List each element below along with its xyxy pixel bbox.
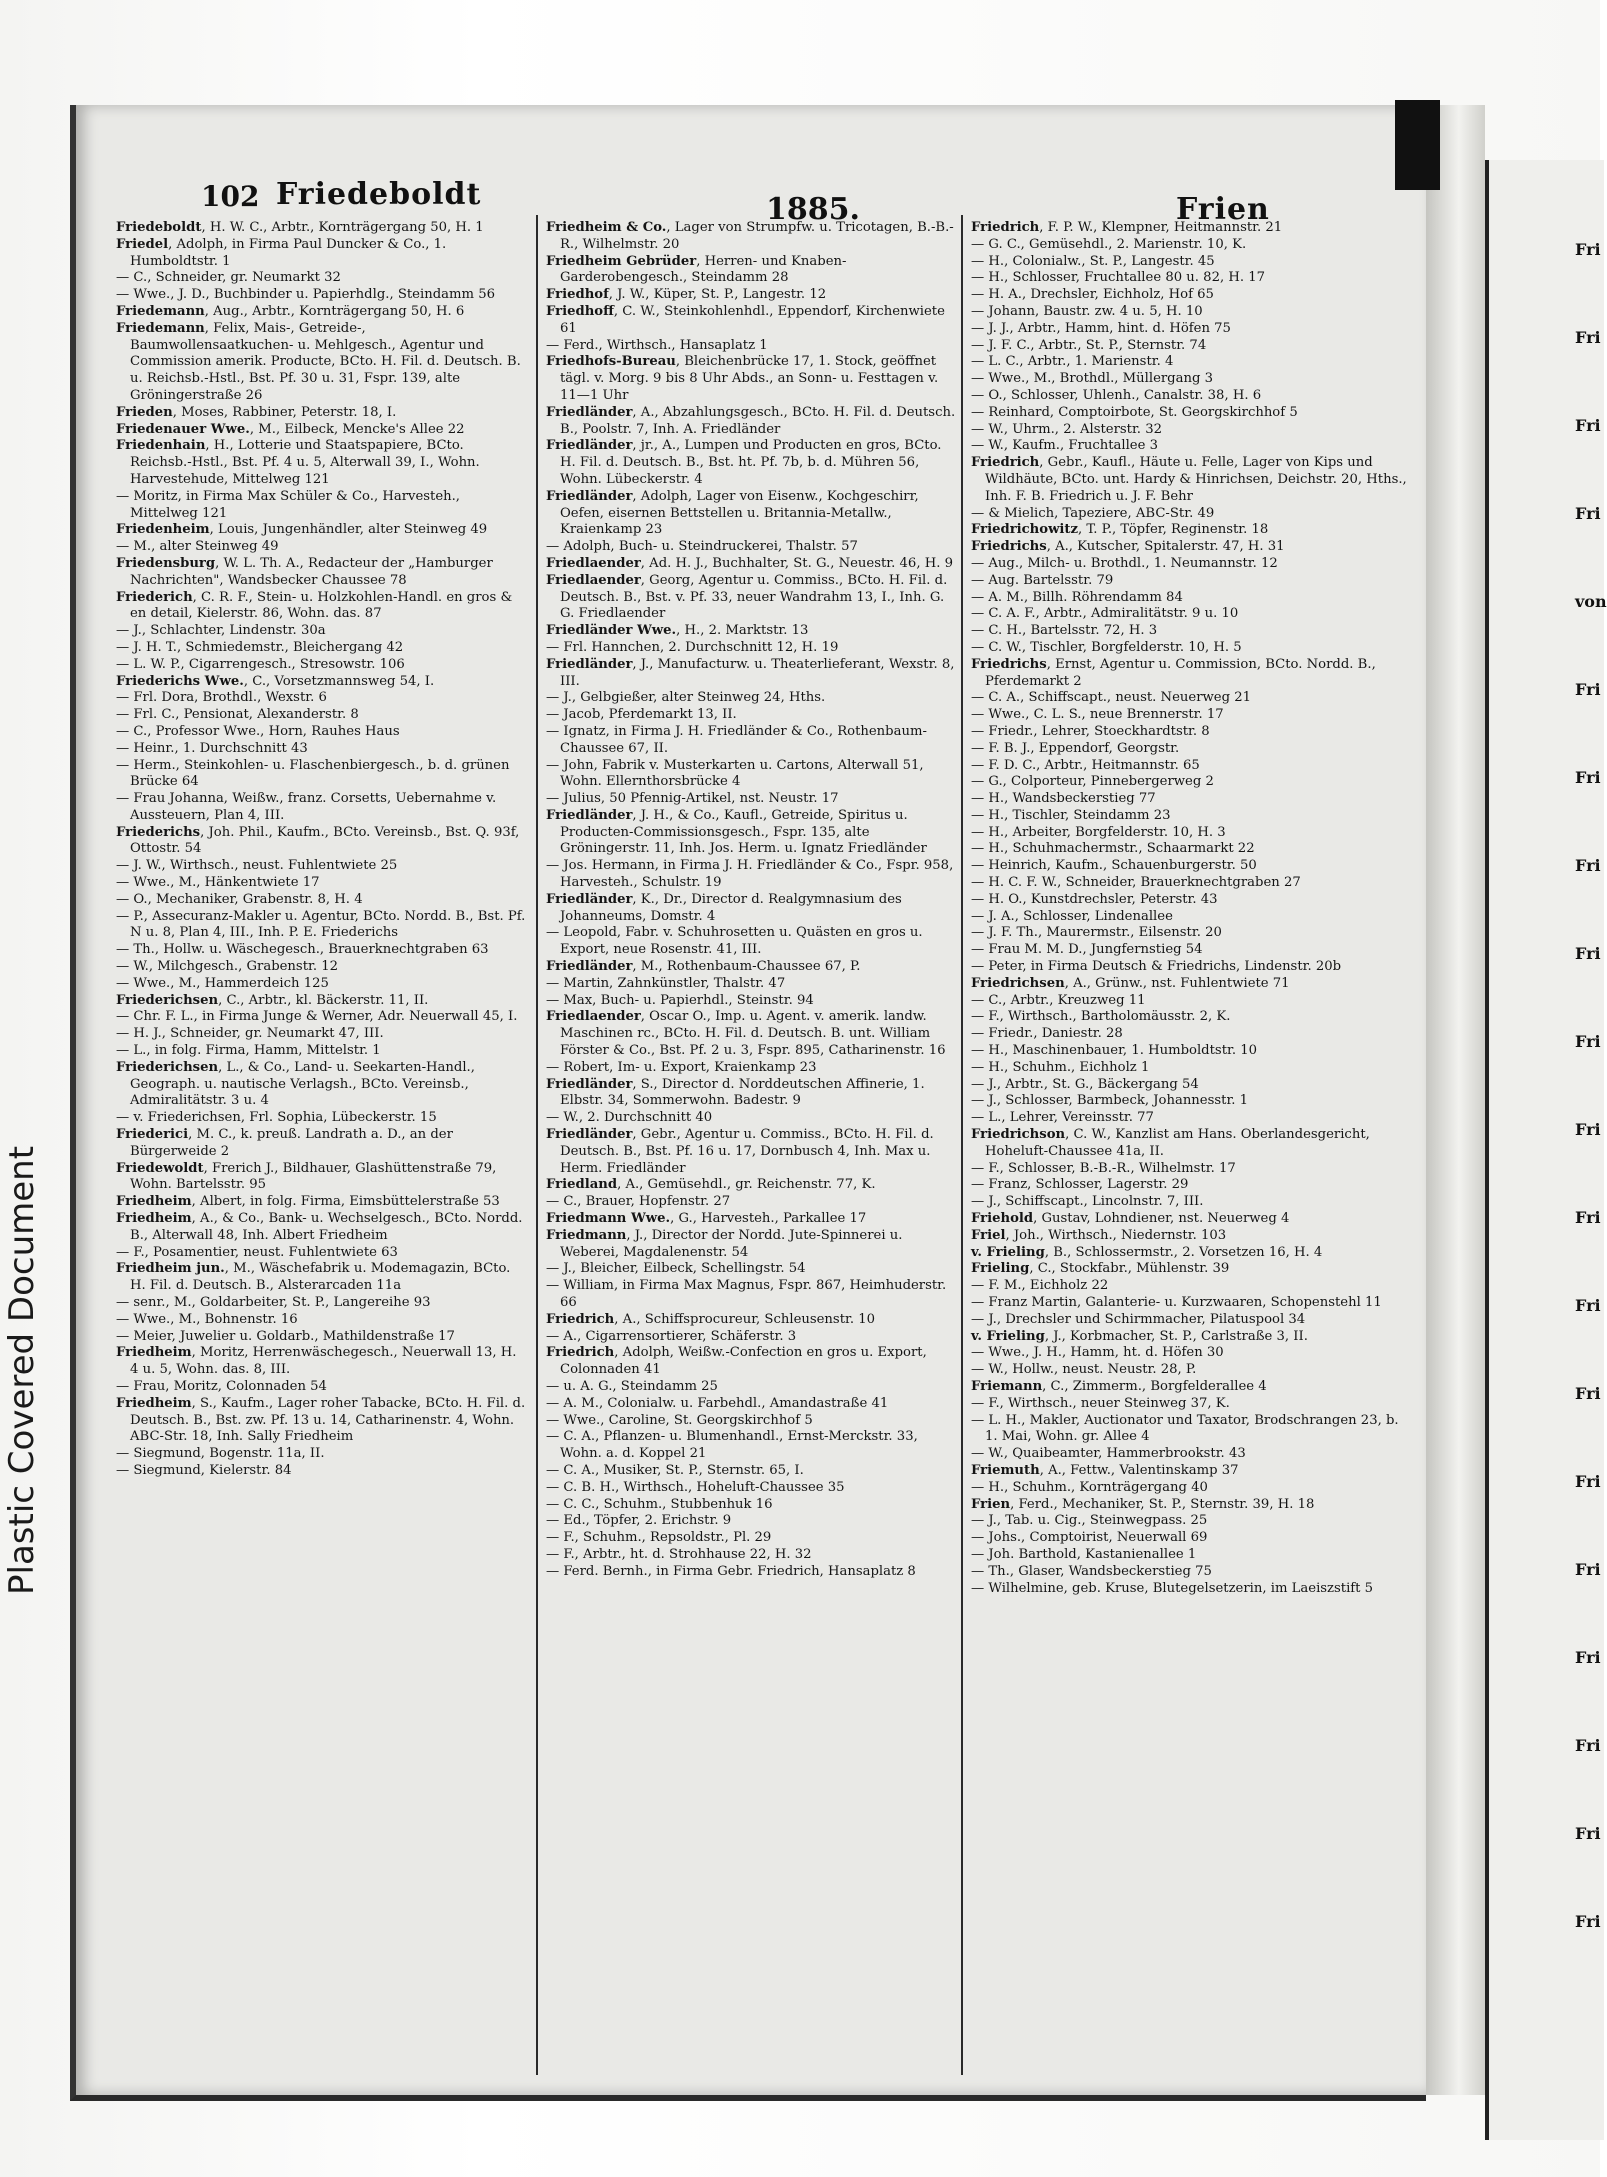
next-page-fragment: von <box>1575 592 1607 611</box>
directory-entry: Friedheim, S., Kaufm., Lager roher Tabacke, BCto. H. Fil. d. Deutsch. B., Bst. zw. Pf. 13 u. 14, Catharinenstr. 4, Wohn. ABC-Str. 18, Inh. Sally Friedheim <box>116 1395 526 1445</box>
directory-entry: — William, in Firma Max Magnus, Fspr. 867, Heimhuderstr. 66 <box>546 1278 947 1310</box>
directory-entry: — Wwe., M., Bohnenstr. 16 <box>116 1311 298 1327</box>
next-page-fragment: Fri <box>1575 1560 1601 1579</box>
directory-entry: Friedrich, Gebr., Kaufl., Häute u. Felle, Lager von Kips und Wildhäute, BCto. unt. Hardy & Hinrichsen, Deichstr. 20, Hths., Inh. F. B. Friedrich u. J. F. Behr <box>971 455 1407 504</box>
directory-entry: — J. W., Wirthsch., neust. Fuhlentwiete 25 <box>116 858 398 874</box>
directory-entry: Friedlaender, Ad. H. J., Buchhalter, St. G., Neuestr. 46, H. 9 <box>546 555 953 571</box>
directory-entry: Friedmann Wwe., G., Harvesteh., Parkallee 17 <box>546 1211 867 1227</box>
directory-entry: — J. J., Arbtr., Hamm, hint. d. Höfen 75 <box>971 320 1231 336</box>
directory-entry: — H. O., Kunstdrechsler, Peterstr. 43 <box>971 891 1218 907</box>
directory-entry: — Frl. Dora, Brothdl., Wexstr. 6 <box>116 690 327 706</box>
directory-entry: — H., Schlosser, Fruchtallee 80 u. 82, H. 17 <box>971 270 1266 286</box>
directory-entry: — C. C., Schuhm., Stubbenhuk 16 <box>546 1496 773 1512</box>
directory-entry: Friedländer, A., Abzahlungsgesch., BCto. H. Fil. d. Deutsch. B., Poolstr. 7, Inh. A. Friedländer <box>546 404 956 437</box>
directory-entry: Friedemann, Felix, Mais-, Getreide-, Baumwollensaatkuchen- u. Mehlgesch., Agentur und Commission amerik. Producte, BCto. H. Fil. d. Deutsch. B. u. Reichsb.-Hstl., Bst. Pf. 30 u. 31, Fspr. 139, alte Gröningerstraße 26 <box>116 320 521 403</box>
directory-entry: — J. H. T., Schmiedemstr., Bleichergang 42 <box>116 639 404 655</box>
directory-entry: — F. D. C., Arbtr., Heitmannstr. 65 <box>971 757 1200 773</box>
directory-entry: Friedrichs, A., Kutscher, Spitalerstr. 47, H. 31 <box>971 539 1285 555</box>
directory-entry: — u. A. G., Steindamm 25 <box>546 1378 718 1394</box>
next-page-fragment: Fri <box>1575 1648 1601 1667</box>
directory-entry: Friederich, C. R. F., Stein- u. Holzkohlen-Handl. en gros & en detail, Kielerstr. 86, Wohn. das. 87 <box>116 589 513 622</box>
directory-entry: — J. F. C., Arbtr., St. P., Sternstr. 74 <box>971 337 1207 353</box>
directory-entry: Friedländer, M., Rothenbaum-Chaussee 67, P. <box>546 959 861 975</box>
directory-entry: Frieling, C., Stockfabr., Mühlenstr. 39 <box>971 1261 1230 1277</box>
directory-entry: Friedländer, K., Dr., Director d. Realgymnasium des Johanneums, Domstr. 4 <box>546 891 902 924</box>
directory-entry: — C. A. F., Arbtr., Admiralitätstr. 9 u. 10 <box>971 606 1239 622</box>
directory-entry: Friedländer, Adolph, Lager von Eisenw., Kochgeschirr, Oefen, eisernen Bettstellen u. Britannia-Metallw., Kraienkamp 23 <box>546 488 919 538</box>
directory-entry: — Reinhard, Comptoirbote, St. Georgskirchhof 5 <box>971 404 1298 420</box>
directory-entry: — J., Drechsler und Schirmmacher, Pilatuspool 34 <box>971 1311 1306 1327</box>
directory-entry: — J., Gelbgießer, alter Steinweg 24, Hths. <box>546 690 826 706</box>
directory-entry: — L. H., Makler, Auctionator und Taxator, Brodschrangen 23, b. 1. Mai, Wohn. gr. Allee 4 <box>971 1412 1399 1445</box>
directory-entry: — Julius, 50 Pfennig-Artikel, nst. Neustr. 17 <box>546 791 839 807</box>
directory-entry: Friedländer, jr., A., Lumpen und Producten en gros, BCto. H. Fil. d. Deutsch. B., Bst. ht. Pf. 7b, b. d. Mühren 56, Wohn. Lübeckerstr. 4 <box>546 438 942 487</box>
directory-entry: — Frau M. M. D., Jungfernstieg 54 <box>971 942 1203 958</box>
next-page-fragment: Fri <box>1575 240 1601 259</box>
directory-entry: — C. A., Pflanzen- u. Blumenhandl., Ernst-Merckstr. 33, Wohn. a. d. Koppel 21 <box>546 1429 918 1462</box>
directory-entry: — F., Posamentier, neust. Fuhlentwiete 63 <box>116 1244 398 1260</box>
directory-entry: — W., Quaibeamter, Hammerbrookstr. 43 <box>971 1446 1246 1462</box>
directory-entry: — L., in folg. Firma, Hamm, Mittelstr. 1 <box>116 1043 381 1059</box>
directory-entry: — O., Mechaniker, Grabenstr. 8, H. 4 <box>116 891 363 907</box>
book-gutter <box>1420 105 1485 2095</box>
directory-entry: — J., Schlachter, Lindenstr. 30a <box>116 623 326 639</box>
directory-entry: Friedhofs-Bureau, Bleichenbrücke 17, 1. Stock, geöffnet tägl. v. Morg. 9 bis 8 Uhr Abds., an Sonn- u. Festtagen v. 11—1 Uhr <box>546 354 939 403</box>
directory-entry: — F., Schuhm., Repsoldstr., Pl. 29 <box>546 1530 772 1546</box>
next-page-fragment: Fri <box>1575 1472 1601 1491</box>
directory-entry: Friedmann, J., Director der Nordd. Jute-Spinnerei u. Weberei, Magdalenenstr. 54 <box>546 1227 903 1260</box>
directory-entry: Friedländer, S., Director d. Norddeutschen Affinerie, 1. Elbstr. 34, Sommerwohn. Badestr. 9 <box>546 1076 925 1109</box>
directory-entry: Frieden, Moses, Rabbiner, Peterstr. 18, I. <box>116 404 397 420</box>
directory-entry: — A. M., Billh. Röhrendamm 84 <box>971 589 1183 605</box>
directory-entry: — L. W. P., Cigarrengesch., Stresowstr. 106 <box>116 656 405 672</box>
directory-entry: — Wwe., Caroline, St. Georgskirchhof 5 <box>546 1412 813 1428</box>
directory-entry: Friedrichs, Ernst, Agentur u. Commission, BCto. Nordd. B., Pferdemarkt 2 <box>971 656 1376 689</box>
directory-entry: — H., Tischler, Steindamm 23 <box>971 807 1171 823</box>
directory-entry: Friedheim, Moritz, Herrenwäschegesch., Neuerwall 13, H. 4 u. 5, Wohn. das. 8, III. <box>116 1345 517 1378</box>
directory-entry: — J., Schiffscapt., Lincolnstr. 7, III. <box>971 1194 1204 1210</box>
directory-entry: Friederichsen, L., & Co., Land- u. Seekarten-Handl., Geograph. u. nautische Verlagsh., BCto. Vereinsb., Admiralitätstr. 3 u. 4 <box>116 1059 475 1109</box>
directory-entry: — Chr. F. L., in Firma Junge & Werner, Adr. Neuerwall 45, I. <box>116 1009 518 1025</box>
directory-entry: Friedheim jun., M., Wäschefabrik u. Modemagazin, BCto. H. Fil. d. Deutsch. B., Alsterarcaden 11a <box>116 1261 511 1294</box>
directory-entry: — Wwe., M., Hänkentwiete 17 <box>116 875 320 891</box>
directory-entry: Friedrich, Adolph, Weißw.-Confection en gros u. Export, Colonnaden 41 <box>546 1345 927 1378</box>
next-page-fragment: Fri <box>1575 856 1601 875</box>
next-page-fragment: Fri <box>1575 1912 1601 1931</box>
directory-entry: — Wwe., C. L. S., neue Brennerstr. 17 <box>971 707 1224 723</box>
directory-entry: — G. C., Gemüsehdl., 2. Marienstr. 10, K. <box>971 236 1247 252</box>
directory-entry: — Heinrich, Kaufm., Schauenburgerstr. 50 <box>971 858 1257 874</box>
directory-entry: — F. M., Eichholz 22 <box>971 1278 1109 1294</box>
directory-entry: — Wwe., M., Hammerdeich 125 <box>116 975 329 991</box>
directory-entry: — H., Colonialw., St. P., Langestr. 45 <box>971 253 1215 269</box>
column-rule <box>536 215 538 2075</box>
directory-entry: — C., Schneider, gr. Neumarkt 32 <box>116 270 341 286</box>
directory-entry: — J., Arbtr., St. G., Bäckergang 54 <box>971 1076 1199 1092</box>
next-page-fragment: Fri <box>1575 416 1601 435</box>
directory-entry: Friedrich, A., Schiffsprocureur, Schleusenstr. 10 <box>546 1311 876 1327</box>
directory-entry: — C., Professor Wwe., Horn, Rauhes Haus <box>116 723 400 739</box>
directory-entry: Friedhoff, C. W., Steinkohlenhdl., Eppendorf, Kirchenwiete 61 <box>546 303 945 336</box>
directory-entry: — Meier, Juwelier u. Goldarb., Mathildenstraße 17 <box>116 1328 455 1344</box>
directory-entry: Friedländer, J. H., & Co., Kaufl., Getreide, Spiritus u. Producten-Commissionsgesch., Fspr. 135, alte Gröningerstr. 11, Inh. Jos. Herm. u. Ignatz Friedländer <box>546 807 927 857</box>
directory-entry: — W., Milchgesch., Grabenstr. 12 <box>116 959 339 975</box>
directory-entry: — W., 2. Durchschnitt 40 <box>546 1110 713 1126</box>
directory-entry: — Siegmund, Kielerstr. 84 <box>116 1462 292 1478</box>
page-corner-shadow <box>1395 100 1440 190</box>
directory-entry: — F., Wirthsch., neuer Steinweg 37, K. <box>971 1395 1230 1411</box>
directory-entry: — H. C. F. W., Schneider, Brauerknechtgraben 27 <box>971 875 1301 891</box>
directory-entry: — O., Schlosser, Uhlenh., Canalstr. 38, H. 6 <box>971 387 1262 403</box>
directory-entry: — H., Schuhm., Kornträgergang 40 <box>971 1479 1208 1495</box>
directory-entry: — Joh. Barthold, Kastanienallee 1 <box>971 1546 1197 1562</box>
directory-entry: — Adolph, Buch- u. Steindruckerei, Thalstr. 57 <box>546 539 858 555</box>
directory-entry: — L. C., Arbtr., 1. Marienstr. 4 <box>971 354 1174 370</box>
directory-entry: — Wwe., M., Brothdl., Müllergang 3 <box>971 371 1214 387</box>
directory-entry: Friehold, Gustav, Lohndiener, nst. Neuerweg 4 <box>971 1211 1290 1227</box>
directory-entry: — Franz, Schlosser, Lagerstr. 29 <box>971 1177 1189 1193</box>
directory-entry: Friedhof, J. W., Küper, St. P., Langestr. 12 <box>546 287 827 303</box>
directory-entry: Friemann, C., Zimmerm., Borgfelderallee 4 <box>971 1378 1267 1394</box>
directory-entry: Friederichsen, C., Arbtr., kl. Bäckerstr. 11, II. <box>116 992 429 1008</box>
directory-entry: — Frl. C., Pensionat, Alexanderstr. 8 <box>116 707 359 723</box>
directory-entry: — J., Tab. u. Cig., Steinwegpass. 25 <box>971 1513 1208 1529</box>
directory-entry: — Max, Buch- u. Papierhdl., Steinstr. 94 <box>546 992 814 1008</box>
directory-entry: — Heinr., 1. Durchschnitt 43 <box>116 740 308 756</box>
directory-entry: Friemuth, A., Fettw., Valentinskamp 37 <box>971 1462 1239 1478</box>
directory-entry: Friedenauer Wwe., M., Eilbeck, Mencke's Allee 22 <box>116 421 465 437</box>
directory-entry: Friedenhain, H., Lotterie und Staatspapiere, BCto. Reichsb.-Hstl., Bst. Pf. 4 u. 5, Alterwall 39, I., Wohn. Harvestehude, Mittelweg 121 <box>116 438 480 487</box>
directory-entry: — F., Schlosser, B.-B.-R., Wilhelmstr. 17 <box>971 1160 1236 1176</box>
directory-column-3 <box>971 220 1411 2080</box>
directory-entry: Friedländer Wwe., H., 2. Marktstr. 13 <box>546 623 809 639</box>
next-page-fragment: Fri <box>1575 1824 1601 1843</box>
next-page-fragment: Fri <box>1575 680 1601 699</box>
directory-entry: — M., alter Steinweg 49 <box>116 539 279 555</box>
next-page-fragment: Fri <box>1575 1120 1601 1139</box>
directory-entry: — Jacob, Pferdemarkt 13, II. <box>546 707 737 723</box>
directory-entry: — Ferd. Bernh., in Firma Gebr. Friedrich, Hansaplatz 8 <box>546 1563 916 1579</box>
directory-entry: — v. Friederichsen, Frl. Sophia, Lübeckerstr. 15 <box>116 1110 437 1126</box>
directory-entry: Friedenheim, Louis, Jungenhändler, alter Steinweg 49 <box>116 522 488 538</box>
book-page <box>70 105 1426 2101</box>
directory-entry: — J., Schlosser, Barmbeck, Johannesstr. 1 <box>971 1093 1249 1109</box>
directory-entry: — J. A., Schlosser, Lindenallee <box>971 908 1173 924</box>
directory-entry: — Herm., Steinkohlen- u. Flaschenbiergesch., b. d. grünen Brücke 64 <box>116 757 510 790</box>
directory-entry: — Moritz, in Firma Max Schüler & Co., Harvesteh., Mittelweg 121 <box>116 488 461 521</box>
directory-entry: Friedlaender, Georg, Agentur u. Commiss., BCto. H. Fil. d. Deutsch. B., Bst. v. Pf. 33, neuer Wandrahm 13, I., Inh. G. G. Friedlaender <box>546 572 948 622</box>
directory-entry: — W., Kaufm., Fruchtallee 3 <box>971 438 1158 454</box>
directory-entry: Friedrichsen, A., Grünw., nst. Fuhlentwiete 71 <box>971 975 1290 991</box>
directory-entry: — F. B. J., Eppendorf, Georgstr. <box>971 740 1180 756</box>
next-page-fragment: Fri <box>1575 504 1601 523</box>
directory-entry: — L., Lehrer, Vereinsstr. 77 <box>971 1110 1154 1126</box>
directory-entry: Friedländer, Gebr., Agentur u. Commiss., BCto. H. Fil. d. Deutsch. B., Bst. Pf. 16 u. 17, Dornbusch 4, Inh. Max u. Herm. Friedländer <box>546 1127 934 1176</box>
directory-column-2 <box>546 220 956 2080</box>
column-rule <box>961 215 963 2075</box>
running-head-right: Frien <box>1176 192 1270 227</box>
directory-entry: Friedrichowitz, T. P., Töpfer, Reginenstr. 18 <box>971 522 1269 538</box>
directory-entry: — John, Fabrik v. Musterkarten u. Cartons, Alterwall 51, Wohn. Ellernthorsbrücke 4 <box>546 757 924 790</box>
directory-entry: — Leopold, Fabr. v. Schuhrosetten u. Quästen en gros u. Export, neue Rosenstr. 41, III. <box>546 925 923 958</box>
directory-entry: — H., Schuhmachermstr., Schaarmarkt 22 <box>971 841 1255 857</box>
directory-entry: Friedemann, Aug., Arbtr., Kornträgergang 50, H. 6 <box>116 303 465 319</box>
next-page-fragment: Fri <box>1575 768 1601 787</box>
directory-entry: Friedland, A., Gemüsehdl., gr. Reichenstr. 77, K. <box>546 1177 876 1193</box>
directory-entry: — C. H., Bartelsstr. 72, H. 3 <box>971 623 1158 639</box>
directory-entry: — Martin, Zahnkünstler, Thalstr. 47 <box>546 975 786 991</box>
directory-entry: — Ignatz, in Firma J. H. Friedländer & Co., Rothenbaum-Chaussee 67, II. <box>546 723 927 756</box>
page-number: 102 <box>201 180 260 213</box>
directory-entry: — G., Colporteur, Pinnebergerweg 2 <box>971 774 1214 790</box>
directory-entry: Friedrichson, C. W., Kanzlist am Hans. Oberlandesgericht, Hoheluft-Chaussee 41a, II. <box>971 1127 1370 1159</box>
running-head-year: 1885. <box>766 192 860 227</box>
directory-entry: — Robert, Im- u. Export, Kraienkamp 23 <box>546 1059 817 1075</box>
directory-entry: — A. M., Colonialw. u. Farbehdl., Amandastraße 41 <box>546 1395 889 1411</box>
next-page-fragment: Fri <box>1575 1296 1601 1315</box>
next-page-fragment: Fri <box>1575 1384 1601 1403</box>
directory-entry: Friedlaender, Oscar O., Imp. u. Agent. v. amerik. landw. Maschinen rc., BCto. H. Fil. d. Deutsch. B. unt. William Förster & Co., Bst. Pf. 2 u. 3, Fspr. 895, Catharinenstr. 16 <box>546 1009 946 1059</box>
directory-column-1 <box>116 220 526 2080</box>
directory-entry: — Th., Glaser, Wandsbeckerstieg 75 <box>971 1563 1212 1579</box>
directory-entry: Friedheim, Albert, in folg. Firma, Eimsbüttelerstraße 53 <box>116 1194 500 1210</box>
next-page-edge <box>1485 160 1607 2140</box>
directory-entry: — Wilhelmine, geb. Kruse, Blutegelsetzerin, im Laeiszstift 5 <box>971 1580 1374 1596</box>
directory-entry: — Wwe., J. H., Hamm, ht. d. Höfen 30 <box>971 1345 1224 1361</box>
directory-entry: v. Frieling, J., Korbmacher, St. P., Carlstraße 3, II. <box>971 1328 1308 1344</box>
directory-entry: — F., Arbtr., ht. d. Strohhause 22, H. 32 <box>546 1546 812 1562</box>
directory-entry: v. Frieling, B., Schlossermstr., 2. Vorsetzen 16, H. 4 <box>971 1244 1323 1260</box>
directory-entry: — Franz Martin, Galanterie- u. Kurzwaaren, Schopenstehl 11 <box>971 1295 1382 1310</box>
directory-entry: — H., Wandsbeckerstieg 77 <box>971 791 1156 807</box>
directory-entry: — Siegmund, Bogenstr. 11a, II. <box>116 1446 325 1462</box>
directory-entry: — A., Cigarrensortierer, Schäferstr. 3 <box>546 1328 797 1344</box>
next-page-fragment: Fri <box>1575 1208 1601 1227</box>
next-page-fragment: Fri <box>1575 328 1601 347</box>
directory-entry: — Frau, Moritz, Colonnaden 54 <box>116 1378 327 1394</box>
directory-entry: Friedländer, J., Manufacturw. u. Theaterlieferant, Wexstr. 8, III. <box>546 656 955 689</box>
directory-entry: — & Mielich, Tapeziere, ABC-Str. 49 <box>971 505 1215 521</box>
directory-entry: — Th., Hollw. u. Wäschegesch., Brauerknechtgraben 63 <box>116 942 489 958</box>
directory-entry: — C., Brauer, Hopfenstr. 27 <box>546 1194 731 1210</box>
directory-entry: Friedheim, A., & Co., Bank- u. Wechselgesch., BCto. Nordd. B., Alterwall 48, Inh. Albert Friedheim <box>116 1211 523 1243</box>
directory-entry: — C. B. H., Wirthsch., Hoheluft-Chaussee 35 <box>546 1479 845 1495</box>
directory-entry: — senr., M., Goldarbeiter, St. P., Langereihe 93 <box>116 1295 431 1310</box>
directory-entry: — Frau Johanna, Weißw., franz. Corsetts, Uebernahme v. Aussteuern, Plan 4, III. <box>116 791 497 823</box>
directory-entry: — Peter, in Firma Deutsch & Friedrichs, Lindenstr. 20b <box>971 959 1342 975</box>
next-page-fragment: Fri <box>1575 1736 1601 1755</box>
directory-entry: — C. A., Musiker, St. P., Sternstr. 65, I. <box>546 1462 804 1478</box>
directory-entry: — C. A., Schiffscapt., neust. Neuerweg 21 <box>971 690 1252 706</box>
directory-entry: — C., Arbtr., Kreuzweg 11 <box>971 992 1146 1008</box>
directory-entry: — W., Hollw., neust. Neustr. 28, P. <box>971 1362 1197 1378</box>
directory-entry: — Aug. Bartelsstr. 79 <box>971 572 1114 588</box>
directory-entry: — Wwe., J. D., Buchbinder u. Papierhdlg., Steindamm 56 <box>116 287 495 303</box>
directory-entry: — Aug., Milch- u. Brothdl., 1. Neumannstr. 12 <box>971 555 1278 571</box>
directory-entry: — Jos. Hermann, in Firma J. H. Friedländer & Co., Fspr. 958, Harvesteh., Schulstr. 19 <box>546 858 954 891</box>
directory-entry: Friel, Joh., Wirthsch., Niedernstr. 103 <box>971 1227 1227 1243</box>
directory-entry: Friederici, M. C., k. preuß. Landrath a. D., an der Bürgerweide 2 <box>116 1127 453 1159</box>
directory-entry: — Friedr., Lehrer, Stoeckhardtstr. 8 <box>971 723 1210 739</box>
directory-entry: Friedeboldt, H. W. C., Arbtr., Kornträgergang 50, H. 1 <box>116 220 484 235</box>
directory-entry: Friederichs Wwe., C., Vorsetzmannsweg 54, I. <box>116 673 435 689</box>
directory-entry: Friedensburg, W. L. Th. A., Redacteur der „Hamburger Nachrichten", Wandsbecker Chaussee 78 <box>116 555 493 588</box>
directory-entry: — H., Schuhm., Eichholz 1 <box>971 1059 1150 1075</box>
directory-entry: Friedewoldt, Frerich J., Bildhauer, Glashüttenstraße 79, Wohn. Bartelsstr. 95 <box>116 1160 497 1193</box>
next-page-fragment: Fri <box>1575 1032 1601 1051</box>
next-page-fragment: Fri <box>1575 944 1601 963</box>
directory-entry: — Ferd., Wirthsch., Hansaplatz 1 <box>546 337 768 353</box>
directory-entry: — J. F. Th., Maurermstr., Eilsenstr. 20 <box>971 925 1222 941</box>
directory-entry: — P., Assecuranz-Makler u. Agentur, BCto. Nordd. B., Bst. Pf. N u. 8, Plan 4, III., Inh. P. E. Friederichs <box>116 908 526 941</box>
directory-entry: — H., Maschinenbauer, 1. Humboldtstr. 10 <box>971 1043 1258 1059</box>
directory-entry: Friedrich, F. P. W., Klempner, Heitmannstr. 21 <box>971 220 1283 235</box>
directory-entry: — H. A., Drechsler, Eichholz, Hof 65 <box>971 287 1214 303</box>
directory-entry: — C. W., Tischler, Borgfelderstr. 10, H. 5 <box>971 639 1242 655</box>
directory-entry: — Ed., Töpfer, 2. Erichstr. 9 <box>546 1513 732 1529</box>
directory-entry: Frien, Ferd., Mechaniker, St. P., Sternstr. 39, H. 18 <box>971 1496 1315 1512</box>
directory-entry: — Johann, Baustr. zw. 4 u. 5, H. 10 <box>971 303 1203 319</box>
directory-entry: — J., Bleicher, Eilbeck, Schellingstr. 54 <box>546 1261 806 1277</box>
directory-entry: Friedel, Adolph, in Firma Paul Duncker & Co., 1. Humboldtstr. 1 <box>116 236 447 269</box>
directory-entry: — Johs., Comptoirist, Neuerwall 69 <box>971 1530 1208 1546</box>
directory-entry: Friedheim Gebrüder, Herren- und Knaben-Garderobengesch., Steindamm 28 <box>546 253 847 286</box>
directory-entry: Friedheim & Co., Lager von Strumpfw. u. Tricotagen, B.-B.-R., Wilhelmstr. 20 <box>546 220 954 252</box>
directory-entry: — Friedr., Daniestr. 28 <box>971 1026 1123 1042</box>
directory-entry: Friederichs, Joh. Phil., Kaufm., BCto. Vereinsb., Bst. Q. 93f, Ottostr. 54 <box>116 824 520 857</box>
side-label: Plastic Covered Document <box>2 1145 42 1595</box>
running-head-left: Friedeboldt <box>276 177 482 212</box>
directory-entry: — H. J., Schneider, gr. Neumarkt 47, III. <box>116 1026 384 1042</box>
directory-entry: — H., Arbeiter, Borgfelderstr. 10, H. 3 <box>971 824 1226 840</box>
directory-entry: — Frl. Hannchen, 2. Durchschnitt 12, H. 19 <box>546 639 839 655</box>
directory-entry: — W., Uhrm., 2. Alsterstr. 32 <box>971 421 1162 437</box>
directory-entry: — F., Wirthsch., Bartholomäusstr. 2, K. <box>971 1009 1231 1025</box>
